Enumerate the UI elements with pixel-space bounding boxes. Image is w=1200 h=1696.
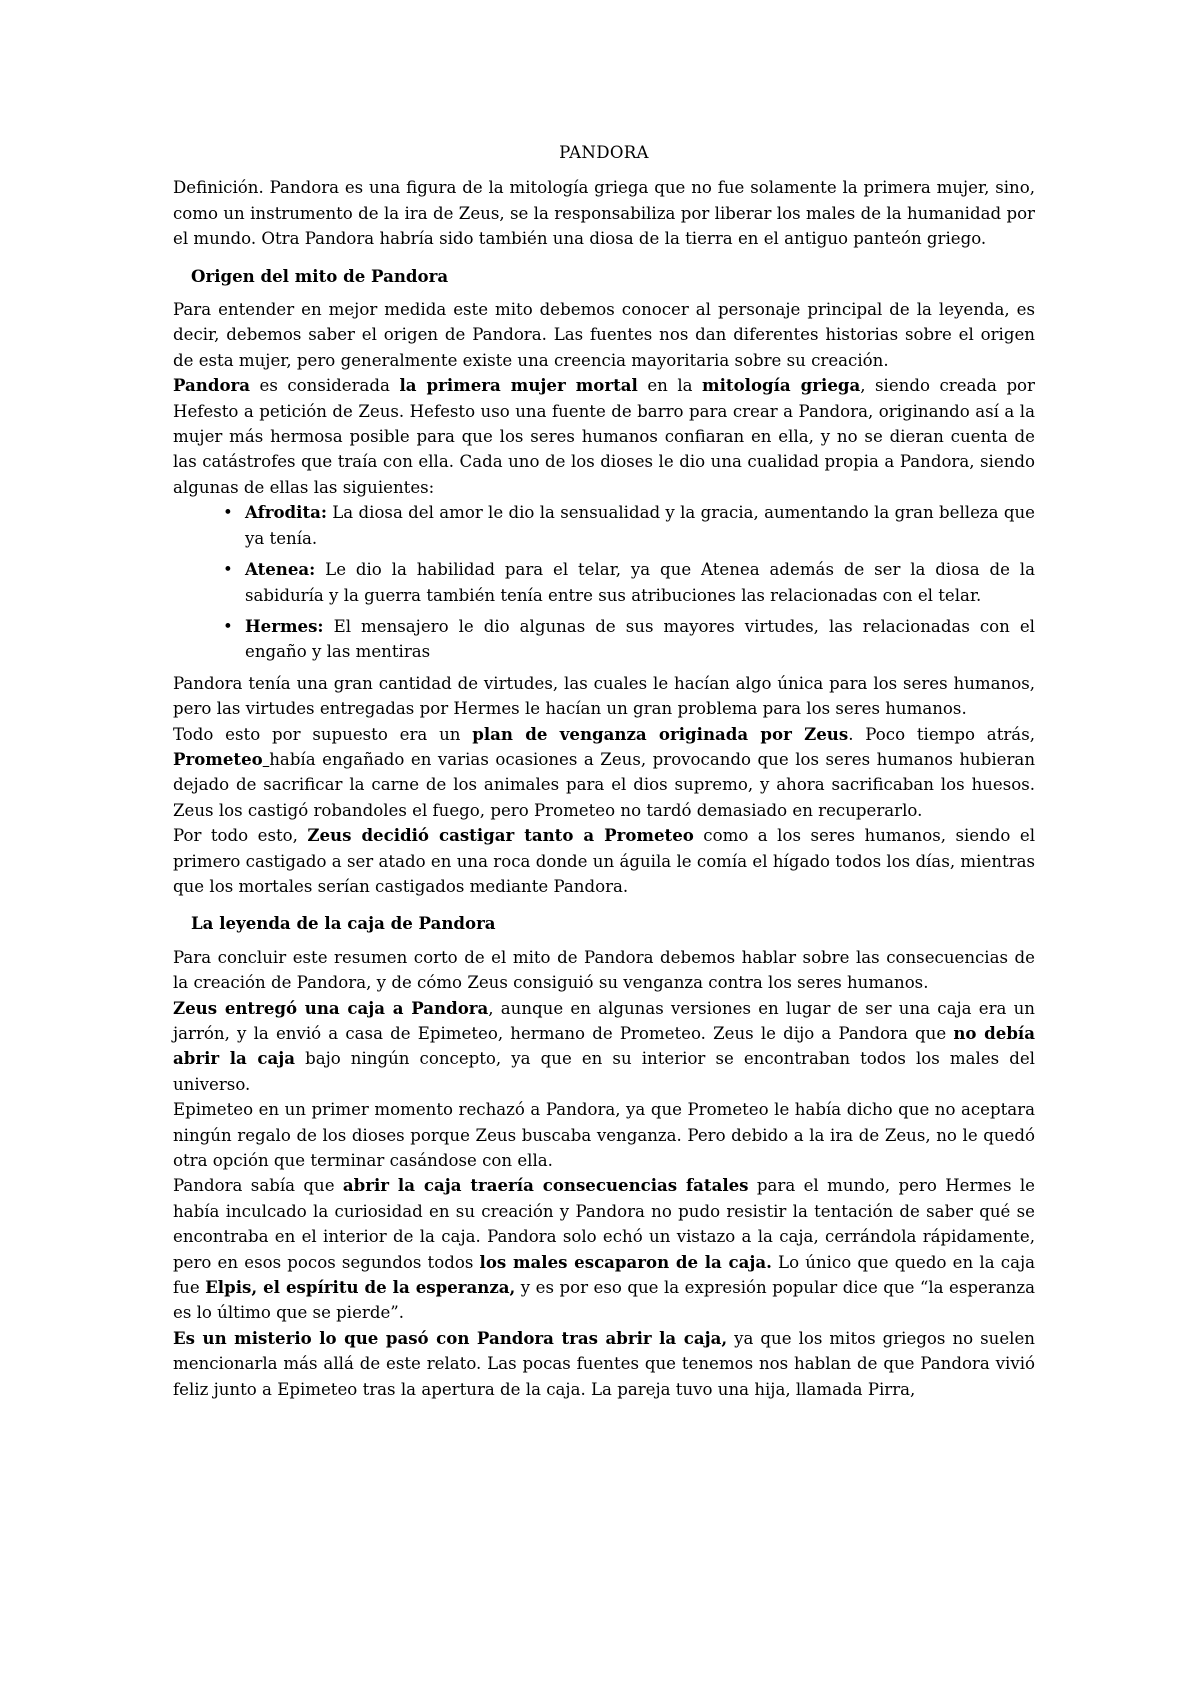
document-page xyxy=(173,140,1035,1402)
list-item: • Atenea: Le dio la habilidad para el telar, ya que Atenea además de ser la diosa de la sabiduría y la guerra también tenía entre sus atribuciones las relacionadas con el telar. xyxy=(223,559,1035,605)
leyenda-intro-paragraph: Para concluir este resumen corto de el mito de Pandora debemos hablar sobre las consecuencias de la creación de Pandora, y de cómo Zeus consiguió su venganza contra los seres humanos. xyxy=(173,947,1035,993)
bullet-icon: • xyxy=(223,503,233,523)
caja-paragraph: Zeus entregó una caja a Pandora, aunque en algunas versiones en lugar de ser una caja era un jarrón, y la envió a casa de Epimeteo, hermano de Prometeo. Zeus le dijo a Pandora que no debía abrir la caja bajo ningún concepto, ya que en su interior se encontraban todos los males del universo. xyxy=(173,997,1035,1094)
god-name: Afrodita: xyxy=(245,502,327,523)
bold-text: plan de venganza originada por Zeus xyxy=(472,723,849,744)
origen-creation-paragraph: Pandora es considerada la primera mujer mortal en la mitología griega, siendo creada por Hefesto a petición de Zeus. Hefesto uso una fuente de barro para crear a Pandora, originando así a la mujer más hermosa posible para que los seres humanos confiaran en ella, y no se dieran cuenta de las catástrofes que traía con ella. Cada uno de los dioses le dio una cualidad propia a Pandora, siendo algunas de ellas las siguientes: xyxy=(173,375,1035,497)
section-heading-origen: Origen del mito de Pandora xyxy=(191,265,449,286)
origen-intro-paragraph: Para entender en mejor medida este mito debemos conocer al personaje principal de la leyenda, es decir, debemos saber el origen de Pandora. Las fuentes nos dan diferentes historias sobre el origen de esta mujer, pero generalmente existe una creencia mayoritaria sobre su creación. xyxy=(173,300,1035,370)
misterio-paragraph: Es un misterio lo que pasó con Pandora tras abrir la caja, ya que los mitos griegos no suelen mencionarla más allá de este relato. Las pocas fuentes que tenemos nos hablan de que Pandora vivió feliz junto a Epimeteo tras la apertura de la caja. La pareja tuvo una hija, llamada Pirra, xyxy=(173,1327,1035,1399)
apertura-paragraph: Pandora sabía que abrir la caja traería consecuencias fatales para el mundo, pero Hermes le había inculcado la curiosidad en su creación y Pandora no pudo resistir la tentación de saber qué se encontraba en el interior de la caja. Pandora solo echó un vistazo a la caja, cerrándola rápidamente, pero en esos pocos segundos todos los males escaparon de la caja. Lo único que quedo en la caja fue Elpis, el espíritu de la esperanza, y es por eso que la expresión popular dice que “la esperanza es lo último que se pierde”. xyxy=(173,1175,1036,1323)
gods-gift-list xyxy=(173,500,1035,664)
epimeteo-paragraph: Epimeteo en un primer momento rechazó a Pandora, ya que Prometeo le había dicho que no aceptara ningún regalo de los dioses porque Zeus buscaba venganza. Pero debido a la ira de Zeus, no le quedó otra opción que terminar casándose con ella. xyxy=(173,1100,1035,1171)
castigo-paragraph: Por todo esto, Zeus decidió castigar tanto a Prometeo como a los seres humanos, siendo el primero castigado a ser atado en una roca donde un águila le comía el hígado todos los días, mientras que los mortales serían castigados mediante Pandora. xyxy=(173,825,1036,896)
god-name: Hermes: xyxy=(245,615,324,636)
virtues-paragraph: Pandora tenía una gran cantidad de virtudes, las cuales le hacían algo única para los seres humanos, pero las virtudes entregadas por Hermes le hacían un gran problema para los seres humanos. xyxy=(173,673,1035,719)
bullet-icon: • xyxy=(223,560,233,580)
god-name: Atenea: xyxy=(245,559,316,580)
bullet-icon: • xyxy=(223,616,233,636)
document-title: PANDORA xyxy=(559,143,649,162)
definition-paragraph: Definición. Pandora es una figura de la mitología griega que no fue solamente la primera mujer, sino, como un instrumento de la ira de Zeus, se la responsabiliza por liberar los males de la humanidad por el mundo. Otra Pandora habría sido también una diosa de la tierra en el antiguo panteón griego. xyxy=(173,178,1035,249)
bold-text: Prometeo xyxy=(173,748,263,769)
section-heading-leyenda: La leyenda de la caja de Pandora xyxy=(191,913,496,934)
list-item: • Afrodita: La diosa del amor le dio la sensualidad y la gracia, aumentando la gran belleza que ya tenía. xyxy=(223,502,1035,548)
bold-text: Elpis, el espíritu de la esperanza, xyxy=(205,1277,516,1298)
bold-text: Es un misterio lo que pasó con Pandora tras abrir la caja, xyxy=(173,1327,728,1348)
list-item: • Hermes: El mensajero le dio algunas de sus mayores virtudes, las relacionadas con el engaño y las mentiras xyxy=(223,615,1035,662)
bold-text: los males escaparon de la caja. xyxy=(479,1251,772,1272)
bold-text: mitología griega xyxy=(702,375,861,396)
bold-text: Zeus entregó una caja a Pandora xyxy=(173,997,489,1018)
bold-text: no debía abrir la caja xyxy=(173,1023,1035,1069)
bold-text: Pandora xyxy=(173,375,251,396)
bold-text: abrir la caja traería consecuencias fatales xyxy=(342,1175,749,1196)
bold-text: Zeus decidió castigar tanto a Prometeo xyxy=(307,825,694,846)
bold-text: la primera mujer mortal xyxy=(399,375,638,396)
venganza-paragraph: Todo esto por supuesto era un plan de venganza originada por Zeus. Poco tiempo atrás, Prometeo había engañado en varias ocasiones a Zeus, provocando que los seres humanos hubieran dejado de sacrificar la carne de los animales para el dios supremo, y ahora sacrificaban los huesos. Zeus los castigó robandoles el fuego, pero Prometeo no tardó demasiado en recuperarlo. xyxy=(173,723,1036,820)
